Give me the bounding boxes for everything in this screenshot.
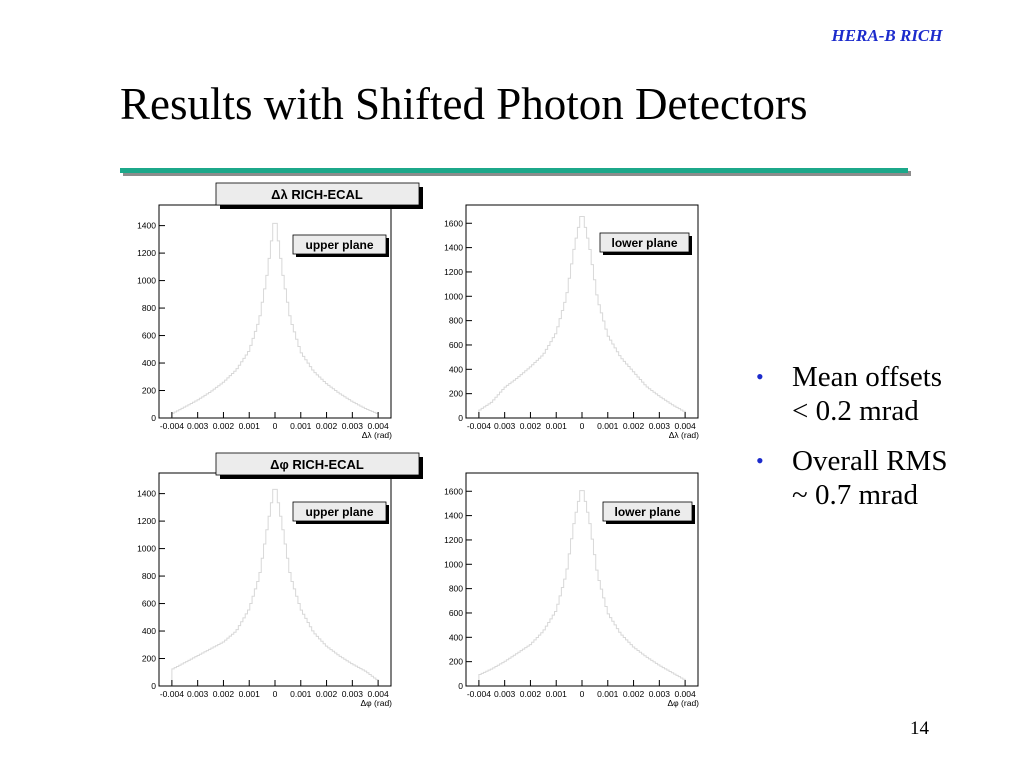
- x-tick-label: 0.002: [519, 689, 542, 699]
- y-tick-label: 1400: [137, 488, 156, 499]
- y-tick-label: 0: [458, 413, 463, 423]
- bullet-dot-icon: •: [756, 448, 764, 473]
- x-tick-label: 0.002: [519, 421, 542, 431]
- x-tick-label: 0.001: [290, 689, 312, 699]
- y-tick-label: 400: [448, 364, 463, 375]
- bullet-line: Mean offsets: [792, 361, 943, 393]
- bullet-line: ~ 0.7 mrad: [792, 479, 919, 511]
- y-tick-label: 1200: [137, 248, 156, 259]
- x-tick-label: 0.003: [494, 689, 516, 699]
- x-tick-label: 0.001: [597, 689, 619, 699]
- x-tick-label: 0.001: [545, 421, 567, 431]
- panel-label: upper plane: [305, 505, 374, 519]
- x-tick-label: 0.002: [315, 689, 338, 699]
- header-tag: HERA-B RICH: [831, 26, 943, 45]
- x-tick-label: 0: [579, 689, 585, 699]
- y-tick-label: 400: [141, 626, 156, 637]
- panel-label: lower plane: [614, 505, 681, 519]
- page-number: 14: [910, 718, 929, 739]
- x-tick-label: 0.002: [212, 421, 235, 431]
- x-tick-label: 0.003: [187, 689, 209, 699]
- x-tick-label: -0.004: [159, 689, 184, 699]
- y-tick-label: 600: [448, 607, 463, 618]
- x-tick-label: 0.004: [367, 689, 389, 699]
- x-tick-label: 0.004: [674, 421, 696, 431]
- y-tick-label: 600: [141, 330, 156, 341]
- x-axis-label: Δφ (rad): [360, 698, 392, 708]
- x-tick-label: -0.004: [159, 421, 184, 431]
- histogram-panel-2: [444, 205, 699, 440]
- y-tick-label: 800: [141, 303, 156, 314]
- x-tick-label: -0.004: [466, 421, 491, 431]
- y-tick-label: 200: [141, 653, 156, 664]
- y-tick-label: 1200: [444, 534, 463, 545]
- x-tick-label: 0.003: [494, 421, 516, 431]
- bullet-list: [756, 360, 1016, 528]
- x-tick-label: 0.002: [622, 421, 645, 431]
- y-tick-label: 200: [448, 656, 463, 667]
- y-tick-label: 800: [141, 571, 156, 582]
- x-tick-label: 0.001: [545, 689, 567, 699]
- y-tick-label: 800: [448, 583, 463, 594]
- x-tick-label: 0.003: [341, 689, 363, 699]
- x-axis-label: Δλ (rad): [361, 430, 392, 440]
- y-tick-label: 400: [448, 632, 463, 643]
- x-tick-label: 0: [579, 421, 585, 431]
- x-tick-label: -0.004: [466, 689, 491, 699]
- y-tick-label: 0: [151, 681, 156, 691]
- x-tick-label: 0.003: [341, 421, 363, 431]
- y-tick-label: 0: [151, 413, 156, 423]
- y-tick-label: 1600: [444, 486, 463, 497]
- y-tick-label: 1600: [444, 218, 463, 229]
- bullet-item-overall-rms: [756, 444, 1016, 512]
- panel-label: upper plane: [305, 238, 374, 252]
- y-tick-label: 1400: [137, 220, 156, 231]
- y-tick-label: 1200: [137, 516, 156, 527]
- y-tick-label: 200: [448, 388, 463, 399]
- histogram-panel-1: [137, 183, 423, 440]
- bullet-line: < 0.2 mrad: [792, 395, 919, 427]
- x-tick-label: 0.002: [212, 689, 235, 699]
- x-tick-label: 0.004: [367, 421, 389, 431]
- x-tick-label: 0: [272, 421, 278, 431]
- y-tick-label: 1400: [444, 242, 463, 253]
- y-tick-label: 1000: [137, 543, 156, 554]
- x-tick-label: 0.001: [238, 689, 260, 699]
- x-tick-label: 0.001: [290, 421, 312, 431]
- x-tick-label: 0.002: [622, 689, 645, 699]
- x-tick-label: 0.001: [597, 421, 619, 431]
- y-tick-label: 800: [448, 315, 463, 326]
- x-tick-label: 0.003: [187, 421, 209, 431]
- x-tick-label: 0.003: [648, 689, 670, 699]
- bullet-item-mean-offsets: [756, 360, 1016, 428]
- y-tick-label: 400: [141, 358, 156, 369]
- y-tick-label: 1000: [444, 559, 463, 570]
- y-tick-label: 1400: [444, 510, 463, 521]
- y-tick-label: 1200: [444, 266, 463, 277]
- slide-title: Results with Shifted Photon Detectors: [120, 79, 808, 129]
- x-axis-label: Δλ (rad): [668, 430, 699, 440]
- y-tick-label: 0: [458, 681, 463, 691]
- histogram-panel-4: [444, 473, 699, 708]
- x-tick-label: 0.004: [674, 689, 696, 699]
- y-tick-label: 1000: [137, 275, 156, 286]
- x-tick-label: 0.003: [648, 421, 670, 431]
- chart-title: Δλ RICH-ECAL: [271, 187, 363, 202]
- y-tick-label: 200: [141, 385, 156, 396]
- y-tick-label: 600: [141, 598, 156, 609]
- x-axis-label: Δφ (rad): [667, 698, 699, 708]
- panel-label: lower plane: [611, 236, 678, 250]
- x-tick-label: 0.002: [315, 421, 338, 431]
- y-tick-label: 600: [448, 339, 463, 350]
- x-tick-label: 0: [272, 689, 278, 699]
- x-tick-label: 0.001: [238, 421, 260, 431]
- y-tick-label: 1000: [444, 291, 463, 302]
- chart-title: Δφ RICH-ECAL: [270, 457, 364, 472]
- bullet-line: Overall RMS: [792, 445, 948, 477]
- histogram-panel-3: [137, 453, 423, 708]
- bullet-dot-icon: •: [756, 364, 764, 389]
